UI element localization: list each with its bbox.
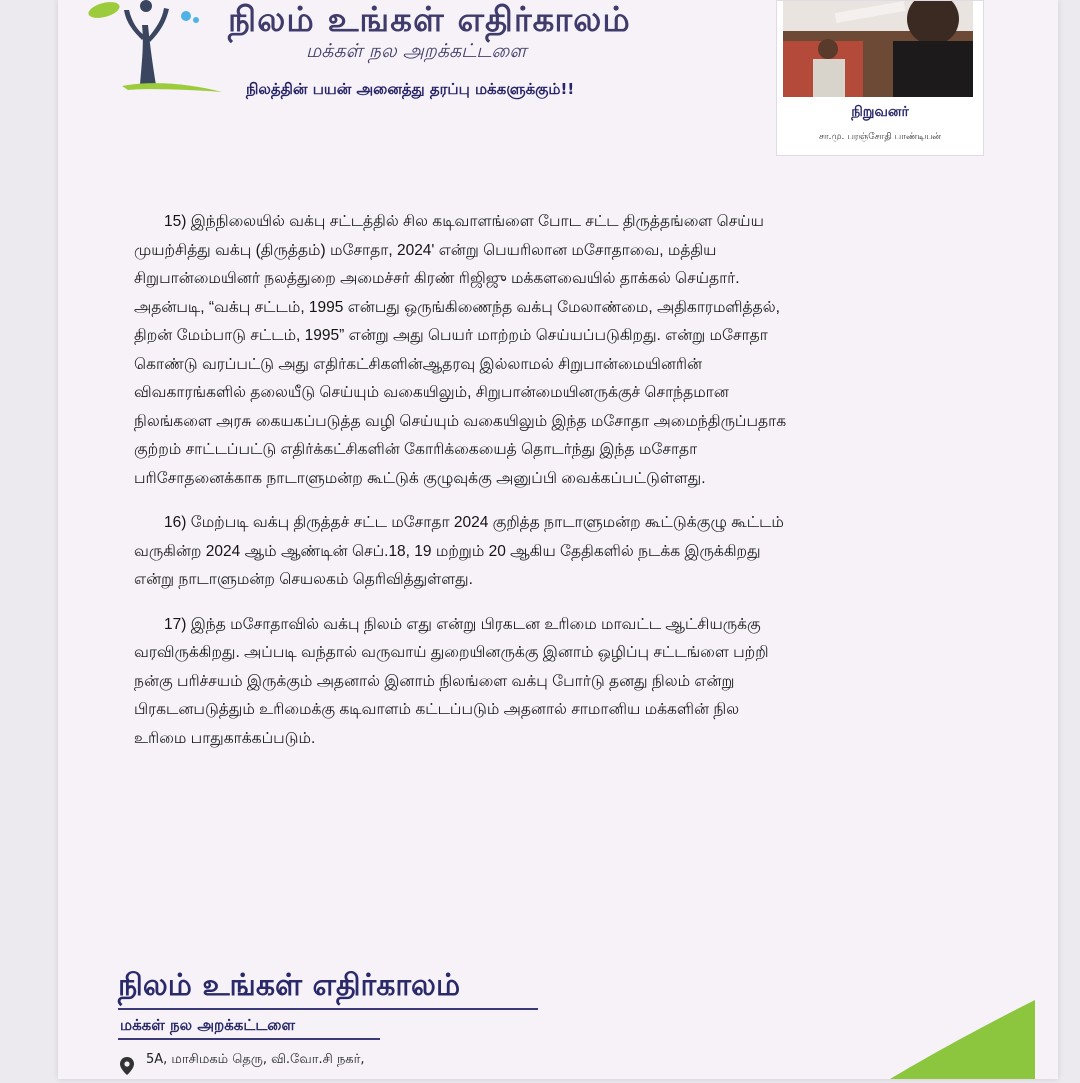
text-line: அதன்படி, “வக்பு சட்டம், 1995 என்பது ஒருங்கிணைந்த வக்பு மேலாண்மை, அதிகாரமளித்தல், — [134, 298, 780, 316]
paragraph-16 — [134, 509, 954, 595]
founder-photo — [783, 1, 973, 97]
letter-body — [134, 208, 954, 769]
corner-swoosh — [890, 985, 1035, 1079]
text-line: 15) இந்நிலையில் வக்பு சட்டத்தில் சில கடிவாளங்ளை போட சட்ட திருத்தங்ளை செய்ய — [164, 213, 764, 230]
paragraph-15 — [134, 208, 954, 493]
footer-divider — [118, 1008, 538, 1010]
text-line: குற்றம் சாட்டப்பட்டு எதிர்க்கட்சிகளின் கோரிக்கையைத் தொடர்ந்து இந்த மசோதா — [134, 441, 698, 458]
text-line: என்று நாடாளுமன்ற செயலகம் தெரிவித்துள்ளது. — [134, 571, 473, 588]
address-line: 5A, மாசிமகம் தெரு, வி.வோ.சி நகர், — [146, 1052, 365, 1067]
text-line: நிலங்களை அரசு கையகப்படுத்த வழி செய்யும் வகையிலும் இந்த மசோதா அமைந்திருப்பதாக — [134, 412, 787, 430]
text-line: நன்கு பரிச்சயம் இருக்கும் அதனால் இனாம் நிலங்ளை வக்பு போர்டு தனது நிலம் என்று — [134, 672, 735, 690]
org-title: நிலம் உங்கள் எதிர்காலம் — [228, 0, 631, 40]
footer-subtitle: மக்கள் நல அறக்கட்டளை — [120, 1016, 295, 1034]
location-pin-icon — [120, 1057, 134, 1075]
text-line: கொண்டு வரப்பட்டு அது எதிர்கட்சிகளின்ஆதரவு இல்லாமல் சிறுபான்மையினரின் — [134, 355, 703, 373]
text-line: வரவிருக்கிறது. அப்படி வந்தால் வருவாய் துறையினருக்கு இனாம் ஒழிப்பு சட்டங்ளை பற்றி — [134, 644, 769, 661]
org-subtitle: மக்கள் நல அறக்கட்டளை — [306, 40, 527, 62]
paragraph-17 — [134, 611, 954, 754]
text-line: பரிசோதனைக்காக நாடாளுமன்ற கூட்டுக் குழுவுக்கு அனுப்பி வைக்கப்பட்டுள்ளது. — [134, 469, 706, 487]
tree-logo-icon — [82, 0, 232, 100]
text-line: முயற்சித்து வக்பு (திருத்தம்) மசோதா, 2024' என்று பெயரிலான மசோதாவை, மத்திய — [134, 241, 717, 259]
text-line: விவகாரங்களில் தலையீடு செய்யும் வகையிலும், சிறுபான்மையினருக்குச் சொந்தமான — [134, 384, 729, 401]
text-line: 16) மேற்படி வக்பு திருத்தச் சட்ட மசோதா 2024 குறித்த நாடாளுமன்ற கூட்டுக்குழு கூட்டம் — [164, 514, 784, 531]
text-line: திறன் மேம்பாடு சட்டம், 1995” என்று அது பெயர் மாற்றம் செய்யப்படுகிறது. என்று மசோதா — [134, 327, 768, 344]
founder-name: சா.மு. பரஞ்சோதி பாண்டியன் — [818, 132, 942, 142]
text-line: 17) இந்த மசோதாவில் வக்பு நிலம் எது என்று பிரகடன உரிமை மாவட்ட ஆட்சியருக்கு — [164, 615, 761, 633]
text-line: வருகின்ற 2024 ஆம் ஆண்டின் செப்.18, 19 மற்றும் 20 ஆகிய தேதிகளில் நடக்க இருக்கிறது — [134, 542, 761, 560]
founder-card — [776, 0, 984, 156]
founder-label: நிறுவனர் — [851, 104, 909, 120]
text-line: பிரகடனபடுத்தும் உரிமைக்கு கடிவாளம் கட்டப்படும் அதனால் சாமானிய மக்களின் நில — [134, 701, 740, 718]
slogan: நிலத்தின் பயன் அனைத்து தரப்பு மக்களுக்கும்!! — [246, 80, 575, 98]
footer-title: நிலம் உங்கள் எதிர்காலம் — [118, 968, 461, 1003]
text-line: சிறுபான்மையினர் நலத்துறை அமைச்சர் கிரண் ரிஜிஜு மக்களவையில் தாக்கல் செய்தார். — [134, 270, 740, 287]
footer-divider — [118, 1038, 380, 1040]
text-line: உரிமை பாதுகாக்கப்படும். — [134, 729, 316, 747]
